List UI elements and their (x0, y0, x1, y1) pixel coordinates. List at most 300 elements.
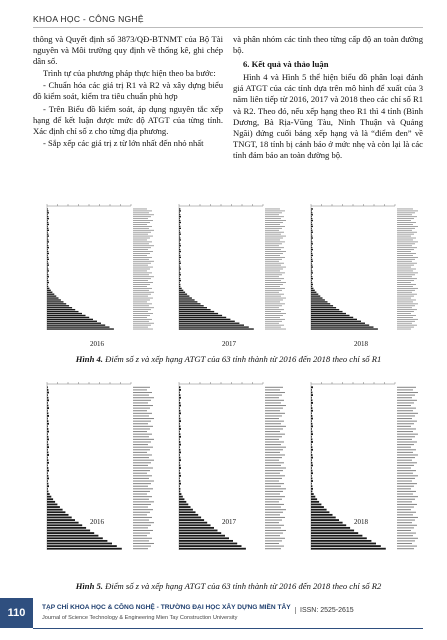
province-label-placeholder (265, 243, 282, 244)
bar (47, 214, 48, 215)
bar (47, 257, 48, 258)
province-label-placeholder (133, 290, 149, 291)
bar (179, 257, 181, 258)
bar (47, 480, 48, 482)
province-label-placeholder (397, 321, 415, 322)
province-label-placeholder (133, 257, 152, 258)
bar (47, 216, 48, 217)
bar (47, 301, 64, 302)
province-label-placeholder (397, 480, 412, 481)
province-label-placeholder (133, 546, 151, 547)
page-number: 110 (0, 598, 33, 628)
province-label-placeholder (397, 282, 411, 283)
province-label-placeholder (397, 242, 418, 243)
province-label-placeholder (397, 211, 418, 212)
bar (311, 280, 312, 281)
province-label-placeholder (133, 214, 154, 215)
province-label-placeholder (133, 507, 148, 508)
province-label-placeholder (133, 410, 147, 411)
bar (47, 282, 49, 283)
bar (311, 239, 312, 240)
province-label-placeholder (397, 426, 411, 427)
bar (47, 475, 48, 477)
bar (47, 423, 49, 425)
bar (47, 449, 48, 451)
province-label-placeholder (133, 288, 152, 289)
province-label-placeholder (265, 257, 285, 258)
bar (179, 423, 180, 425)
province-label-placeholder (397, 475, 418, 476)
province-label-placeholder (133, 447, 153, 448)
right-column (233, 34, 423, 162)
province-label-placeholder (397, 402, 414, 403)
figure-5-panel-2016 (33, 376, 161, 526)
province-label-placeholder (397, 540, 415, 541)
province-label-placeholder (265, 303, 285, 304)
province-label-placeholder (133, 421, 151, 422)
province-label-placeholder (397, 535, 413, 536)
bar (311, 307, 336, 308)
province-label-placeholder (397, 280, 414, 281)
bar (179, 328, 254, 329)
province-label-placeholder (133, 263, 151, 264)
province-label-placeholder (133, 226, 152, 227)
province-label-placeholder (397, 309, 417, 310)
province-label-placeholder (265, 323, 279, 324)
header-rule (33, 27, 423, 28)
bar (311, 214, 313, 215)
province-label-placeholder (133, 533, 150, 534)
bar (311, 230, 312, 231)
province-label-placeholder (397, 247, 417, 248)
province-label-placeholder (265, 321, 282, 322)
bar (47, 418, 48, 420)
bar (47, 535, 98, 537)
province-label-placeholder (397, 491, 416, 492)
province-label-placeholder (265, 452, 280, 453)
bar (47, 276, 49, 277)
bar (179, 228, 181, 229)
bar (311, 220, 313, 221)
province-label-placeholder (397, 214, 412, 215)
bar (47, 412, 48, 414)
province-label-placeholder (265, 470, 283, 471)
bar (47, 491, 48, 493)
province-label-placeholder (397, 478, 415, 479)
province-label-placeholder (397, 486, 414, 487)
province-label-placeholder (397, 454, 418, 455)
province-label-placeholder (397, 501, 412, 502)
bar (179, 483, 181, 485)
province-label-placeholder (265, 274, 282, 275)
bar (47, 259, 49, 260)
bar (47, 438, 49, 440)
province-label-placeholder (133, 209, 147, 210)
bar (47, 433, 48, 435)
bar (47, 261, 48, 262)
province-label-placeholder (133, 216, 151, 217)
province-label-placeholder (397, 415, 415, 416)
bar (47, 399, 49, 401)
province-label-placeholder (265, 538, 285, 539)
province-label-placeholder (133, 473, 147, 474)
province-label-placeholder (133, 321, 149, 322)
bar (179, 496, 183, 498)
year-label: 2017 (222, 340, 236, 348)
bar (311, 321, 361, 322)
bar (179, 268, 181, 269)
province-label-placeholder (265, 543, 279, 544)
bar (179, 545, 242, 547)
province-label-placeholder (133, 454, 152, 455)
province-label-placeholder (265, 236, 286, 237)
province-label-placeholder (397, 329, 411, 330)
province-label-placeholder (397, 473, 413, 474)
bar (47, 239, 48, 240)
bar (311, 288, 313, 289)
bar (47, 457, 48, 459)
province-label-placeholder (265, 434, 285, 435)
province-label-placeholder (133, 408, 150, 409)
bar (311, 454, 312, 456)
province-label-placeholder (133, 211, 152, 212)
province-label-placeholder (397, 452, 413, 453)
bar (179, 464, 180, 466)
province-label-placeholder (265, 325, 284, 326)
province-label-placeholder (265, 415, 282, 416)
province-label-placeholder (133, 460, 154, 461)
bar (47, 324, 105, 325)
province-label-placeholder (265, 228, 282, 229)
province-label-placeholder (133, 395, 149, 396)
province-label-placeholder (397, 444, 414, 445)
province-label-placeholder (133, 530, 153, 531)
bar (179, 212, 180, 213)
province-label-placeholder (133, 436, 149, 437)
bar (311, 208, 313, 209)
bar (47, 232, 48, 233)
province-label-placeholder (133, 313, 153, 314)
bar (179, 253, 180, 254)
bar (311, 464, 313, 466)
province-label-placeholder (133, 514, 147, 515)
bar (179, 286, 180, 287)
province-label-placeholder (133, 499, 149, 500)
footer (0, 598, 447, 628)
bar (47, 224, 49, 225)
bar (311, 433, 313, 435)
bar (179, 386, 180, 388)
bar (311, 397, 312, 399)
province-label-placeholder (265, 224, 280, 225)
bar (179, 301, 197, 302)
bar (47, 210, 48, 211)
province-label-placeholder (133, 402, 148, 403)
province-label-placeholder (265, 436, 282, 437)
province-label-placeholder (133, 300, 150, 301)
province-label-placeholder (265, 288, 285, 289)
province-label-placeholder (133, 317, 147, 318)
bar (47, 470, 49, 472)
province-label-placeholder (397, 315, 416, 316)
province-label-placeholder (265, 272, 285, 273)
bar (311, 535, 362, 537)
province-label-placeholder (265, 271, 280, 272)
bar (311, 491, 312, 493)
bar (47, 537, 103, 539)
figure-4-caption (33, 354, 424, 364)
bar (311, 405, 312, 407)
bar (47, 496, 51, 498)
province-label-placeholder (133, 441, 151, 442)
bar (179, 323, 239, 324)
issn: ISSN: 2525-2615 (295, 607, 354, 614)
province-label-placeholder (397, 317, 413, 318)
bar (179, 454, 180, 456)
bar (311, 436, 312, 438)
province-label-placeholder (133, 400, 151, 401)
bar (311, 394, 313, 396)
bar (311, 235, 312, 236)
bar (47, 514, 69, 516)
bar (47, 280, 48, 281)
bar (47, 467, 48, 469)
province-label-placeholder (397, 228, 415, 229)
province-label-placeholder (265, 491, 283, 492)
province-label-placeholder (397, 263, 417, 264)
bar (311, 212, 312, 213)
bar (311, 498, 317, 500)
bar (179, 441, 180, 443)
bar (311, 247, 312, 248)
province-label-placeholder (133, 462, 151, 463)
province-label-placeholder (397, 465, 414, 466)
bar (311, 218, 312, 219)
province-label-placeholder (397, 272, 418, 273)
caption-text: Điểm số z và xếp hạng ATGT của 63 tỉnh thành từ 2016 đến 2018 theo chỉ số R2 (105, 581, 382, 591)
province-label-placeholder (133, 467, 153, 468)
bar (47, 543, 112, 545)
bar (179, 488, 180, 490)
province-label-placeholder (397, 230, 412, 231)
figure-4-panel-2016 (33, 198, 161, 348)
province-label-placeholder (265, 234, 281, 235)
province-label-placeholder (397, 441, 417, 442)
province-label-placeholder (133, 296, 148, 297)
bar (311, 263, 312, 264)
province-label-placeholder (397, 494, 413, 495)
bar (47, 266, 48, 267)
bar (311, 420, 312, 422)
bar (311, 407, 312, 409)
province-label-placeholder (265, 238, 283, 239)
province-label-placeholder (265, 232, 284, 233)
bar (311, 264, 312, 265)
bar (179, 290, 183, 291)
province-label-placeholder (265, 267, 286, 268)
bar (311, 323, 365, 324)
province-label-placeholder (397, 389, 413, 390)
bar (179, 224, 180, 225)
bar (311, 504, 321, 506)
province-label-placeholder (133, 271, 147, 272)
province-label-placeholder (133, 236, 153, 237)
province-label-placeholder (133, 538, 152, 539)
bar (179, 480, 180, 482)
bar (179, 321, 235, 322)
bar (179, 478, 180, 480)
bar (47, 392, 49, 394)
bar (311, 270, 312, 271)
bar (47, 472, 48, 474)
province-label-placeholder (397, 527, 414, 528)
bar (311, 451, 312, 453)
bar (311, 257, 312, 258)
province-label-placeholder (265, 441, 284, 442)
province-label-placeholder (397, 470, 416, 471)
bar (311, 485, 312, 487)
bar (179, 235, 180, 236)
bar (179, 214, 180, 215)
bar (179, 284, 180, 285)
bar (311, 328, 378, 329)
bar (311, 496, 315, 498)
bar (47, 509, 63, 511)
bar (179, 509, 193, 511)
bar (311, 315, 350, 316)
province-label-placeholder (397, 216, 417, 217)
province-label-placeholder (397, 305, 415, 306)
province-label-placeholder (397, 543, 412, 544)
province-label-placeholder (265, 447, 286, 448)
province-label-placeholder (265, 282, 286, 283)
province-label-placeholder (397, 436, 415, 437)
province-label-placeholder (265, 457, 282, 458)
bar (179, 303, 201, 304)
bar (179, 493, 181, 495)
province-label-placeholder (397, 387, 416, 388)
figure-5-panel-2017 (165, 376, 293, 526)
province-label-placeholder (133, 247, 151, 248)
province-label-placeholder (397, 232, 417, 233)
bar (179, 288, 182, 289)
bar (311, 425, 313, 427)
province-label-placeholder (133, 265, 148, 266)
bar (311, 266, 313, 267)
bar (311, 251, 312, 252)
bar (47, 323, 101, 324)
bar (47, 389, 48, 391)
bar (47, 548, 122, 550)
bar (47, 319, 93, 320)
bar (47, 293, 54, 294)
province-label-placeholder (397, 251, 411, 252)
bar (47, 233, 48, 234)
province-label-placeholder (397, 311, 414, 312)
bar (179, 255, 180, 256)
left-paragraph-4: - Trên Biểu đồ kiểm soát, áp dụng nguyên tắc xếp hạng để kết luận được mức độ ATGT của từng tỉnh. Xác định chỉ số z cho từng địa phương. (33, 103, 223, 136)
province-label-placeholder (265, 226, 285, 227)
province-label-placeholder (265, 313, 286, 314)
bar (47, 488, 48, 490)
province-label-placeholder (397, 222, 416, 223)
province-label-placeholder (397, 288, 418, 289)
province-label-placeholder (133, 303, 152, 304)
bar (179, 311, 214, 312)
bar (179, 511, 196, 513)
bar (311, 305, 333, 306)
bar (47, 397, 48, 399)
bar (179, 266, 180, 267)
province-label-placeholder (265, 245, 279, 246)
bar (311, 402, 313, 404)
province-label-placeholder (133, 540, 149, 541)
province-label-placeholder (133, 284, 150, 285)
figure-4-panel-2017 (165, 198, 293, 348)
bar (179, 233, 181, 234)
province-label-placeholder (133, 259, 149, 260)
province-label-placeholder (397, 319, 418, 320)
province-label-placeholder (265, 392, 285, 393)
bar (179, 313, 218, 314)
province-label-placeholder (265, 218, 281, 219)
province-label-placeholder (397, 290, 415, 291)
bar (179, 230, 180, 231)
province-label-placeholder (397, 220, 411, 221)
bar (311, 293, 318, 294)
figure-5-panel-2018 (297, 376, 425, 526)
province-label-placeholder (397, 548, 414, 549)
bar (311, 278, 313, 279)
journal-title: TẠP CHÍ KHOA HỌC & CÔNG NGHỆ - TRƯỜNG ĐẠI HỌC XÂY DỰNG MIỀN TÂY (42, 604, 291, 611)
bar (47, 307, 72, 308)
province-label-placeholder (133, 232, 151, 233)
bar (179, 451, 181, 453)
province-label-placeholder (265, 261, 279, 262)
province-label-placeholder (133, 292, 154, 293)
bar (47, 218, 49, 219)
bar (311, 478, 312, 480)
province-label-placeholder (133, 311, 148, 312)
province-label-placeholder (133, 415, 149, 416)
province-label-placeholder (265, 483, 284, 484)
bar (47, 431, 49, 433)
province-label-placeholder (397, 509, 411, 510)
province-label-placeholder (265, 501, 279, 502)
province-label-placeholder (397, 302, 413, 303)
province-label-placeholder (397, 405, 411, 406)
bar (47, 504, 57, 506)
province-label-placeholder (133, 426, 153, 427)
province-label-placeholder (265, 242, 285, 243)
province-label-placeholder (133, 405, 153, 406)
province-label-placeholder (265, 423, 281, 424)
province-label-placeholder (265, 212, 282, 213)
bar (179, 472, 180, 474)
province-label-placeholder (265, 397, 279, 398)
bar (47, 415, 49, 417)
province-label-placeholder (265, 214, 279, 215)
bar (47, 317, 89, 318)
bar (47, 241, 49, 242)
bar (47, 459, 48, 461)
province-label-placeholder (265, 292, 279, 293)
province-label-placeholder (397, 428, 416, 429)
bar (47, 230, 49, 231)
bar (179, 210, 181, 211)
bar (179, 315, 222, 316)
province-label-placeholder (397, 423, 414, 424)
